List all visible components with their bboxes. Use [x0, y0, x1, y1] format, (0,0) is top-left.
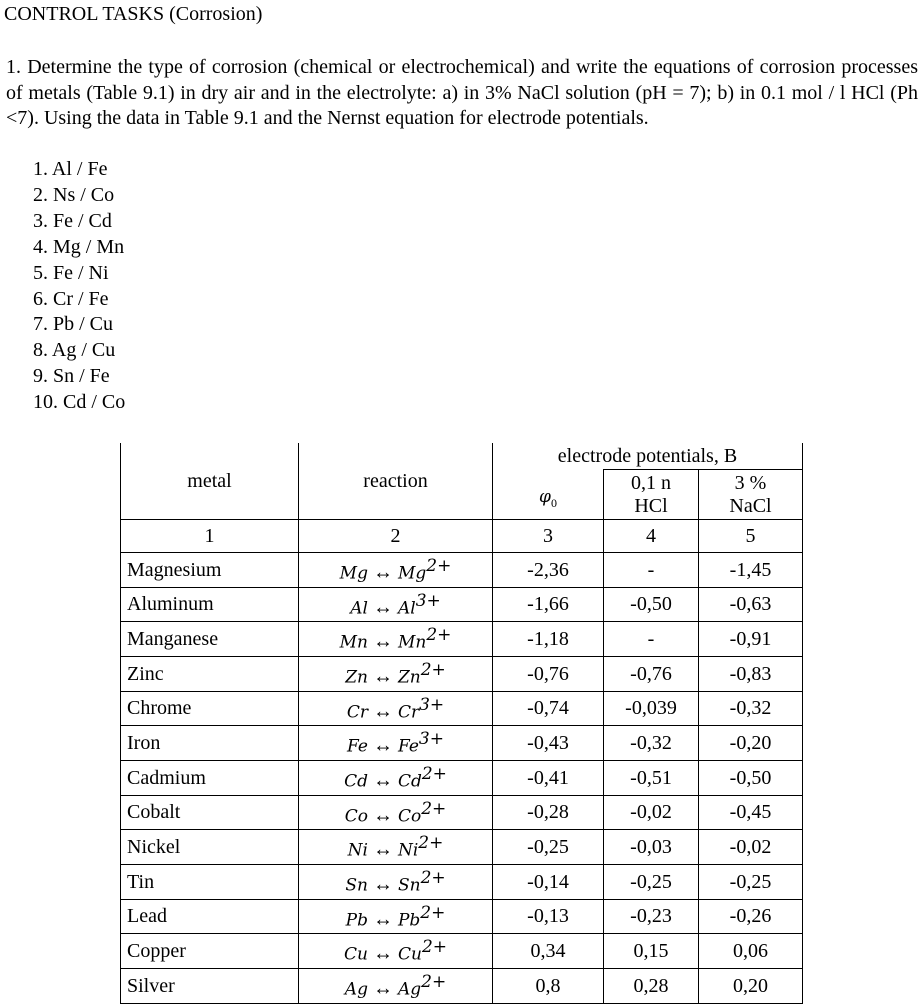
metal-pair-item: 8. Ag / Cu — [33, 339, 116, 362]
hcl-value: -0,03 — [604, 830, 699, 865]
table-row — [121, 691, 803, 726]
metal-pair-item: 4. Mg / Mn — [33, 235, 125, 258]
reaction: Ni ↔ $Ni^{2+}$ — [299, 830, 493, 865]
metal-name: Nickel — [121, 830, 299, 865]
phi0-value: -0,41 — [493, 760, 604, 795]
table-row — [121, 553, 803, 588]
phi0-value: -1,66 — [493, 587, 604, 622]
phi0-value: -0,74 — [493, 691, 604, 726]
hcl-value: -0,25 — [604, 864, 699, 899]
double-arrow-icon: ↔ — [372, 873, 393, 896]
double-arrow-icon: ↔ — [372, 942, 393, 965]
header-reaction: reaction — [299, 443, 493, 520]
double-arrow-icon: ↔ — [372, 769, 393, 792]
hcl-value: - — [604, 553, 699, 588]
double-arrow-icon: ↔ — [372, 700, 393, 723]
double-arrow-icon: ↔ — [372, 665, 393, 688]
phi0-value: -2,36 — [493, 553, 604, 588]
metal-pair-item: 3. Fe / Cd — [33, 209, 112, 232]
nacl-value: -0,50 — [699, 760, 803, 795]
hcl-value: -0,039 — [604, 691, 699, 726]
reaction: Cu ↔ $Cu^{2+}$ — [299, 934, 493, 969]
metal-name: Cadmium — [121, 760, 299, 795]
nacl-value: -0,20 — [699, 726, 803, 761]
metal-name: Iron — [121, 726, 299, 761]
reaction: Mn ↔ $Mn^{2+}$ — [299, 622, 493, 657]
nacl-value: -0,32 — [699, 691, 803, 726]
reaction: Co ↔ $Co^{2+}$ — [299, 795, 493, 830]
metal-pair-item: 6. Cr / Fe — [33, 287, 109, 310]
table-row — [121, 795, 803, 830]
hcl-value: 0,15 — [604, 934, 699, 969]
metal-name: Silver — [121, 968, 299, 1003]
task-text: 1. Determine the type of corrosion (chemical or electrochemical) and write the equations of corrosion processes of metals (Table 9.1) in dry air and in the electrolyte: a) in 3% NaCl solution (pH = 7); b) in 0.1 mol / l HCl (Ph <7). Using the data in Table 9.1 and the Nernst equation for electrode potentials. — [6, 56, 918, 129]
table-row — [121, 830, 803, 865]
reaction: Cd ↔ $Cd^{2+}$ — [299, 760, 493, 795]
reaction: Pb ↔ $Pb^{2+}$ — [299, 899, 493, 934]
hcl-value: -0,50 — [604, 587, 699, 622]
metal-pair-item: 5. Fe / Ni — [33, 261, 109, 284]
double-arrow-icon: ↔ — [372, 838, 393, 861]
reaction: Fe ↔ $Fe^{3+}$ — [299, 726, 493, 761]
header-phi0: $\varphi_0$ — [493, 470, 604, 520]
phi0-value: -0,25 — [493, 830, 604, 865]
double-arrow-icon: ↔ — [372, 561, 393, 584]
double-arrow-icon: ↔ — [372, 734, 393, 757]
electrode-potentials-table — [120, 443, 803, 1004]
metal-name: Chrome — [121, 691, 299, 726]
hcl-value: -0,76 — [604, 656, 699, 691]
table-row — [121, 760, 803, 795]
nacl-value: -0,25 — [699, 864, 803, 899]
double-arrow-icon: ↔ — [372, 804, 393, 827]
table-row — [121, 587, 803, 622]
phi0-value: -0,13 — [493, 899, 604, 934]
double-arrow-icon: ↔ — [372, 977, 393, 1000]
nacl-value: -0,45 — [699, 795, 803, 830]
hcl-value: -0,51 — [604, 760, 699, 795]
metal-pair-item: 7. Pb / Cu — [33, 313, 114, 336]
phi0-value: 0,8 — [493, 968, 604, 1003]
nacl-value: -0,63 — [699, 587, 803, 622]
double-arrow-icon: ↔ — [372, 630, 393, 653]
metal-pair-item: 9. Sn / Fe — [33, 365, 110, 388]
header-hcl: 0,1 n HCl — [604, 470, 699, 520]
nacl-value: -0,26 — [699, 899, 803, 934]
phi0-value: -0,14 — [493, 864, 604, 899]
table-row — [121, 968, 803, 1003]
double-arrow-icon: ↔ — [372, 596, 393, 619]
nacl-value: 0,06 — [699, 934, 803, 969]
metal-pair-item: 10. Cd / Co — [33, 391, 126, 414]
metal-name: Lead — [121, 899, 299, 934]
metal-name: Aluminum — [121, 587, 299, 622]
metal-pair-item: 2. Ns / Co — [33, 183, 115, 206]
metal-pair-item: 1. Al / Fe — [33, 158, 108, 180]
header-nacl: 3 % NaCl — [699, 470, 803, 520]
reaction: Al ↔ $Al^{3+}$ — [299, 587, 493, 622]
nacl-value: -0,83 — [699, 656, 803, 691]
metal-name: Copper — [121, 934, 299, 969]
nacl-value: 0,20 — [699, 968, 803, 1003]
reaction: Mg ↔ $Mg^{2+}$ — [299, 553, 493, 588]
nacl-value: -1,45 — [699, 553, 803, 588]
reaction: Cr ↔ $Cr^{3+}$ — [299, 691, 493, 726]
metal-name: Manganese — [121, 622, 299, 657]
phi0-value: -0,76 — [493, 656, 604, 691]
metal-pairs-list — [33, 157, 125, 416]
phi0-value: -0,28 — [493, 795, 604, 830]
double-arrow-icon: ↔ — [372, 908, 393, 931]
phi0-value: 0,34 — [493, 934, 604, 969]
reaction: Ag ↔ $Ag^{2+}$ — [299, 968, 493, 1003]
table-row — [121, 726, 803, 761]
phi0-value: -0,43 — [493, 726, 604, 761]
header-potentials: electrode potentials, B — [493, 443, 803, 470]
table-row — [121, 656, 803, 691]
phi0-value: -1,18 — [493, 622, 604, 657]
metal-name: Zinc — [121, 656, 299, 691]
hcl-value: -0,32 — [604, 726, 699, 761]
nacl-value: -0,91 — [699, 622, 803, 657]
metal-name: Cobalt — [121, 795, 299, 830]
table-row — [121, 864, 803, 899]
table-row — [121, 899, 803, 934]
table-row — [121, 622, 803, 657]
reaction: Sn ↔ $Sn^{2+}$ — [299, 864, 493, 899]
nacl-value: -0,02 — [699, 830, 803, 865]
hcl-value: -0,02 — [604, 795, 699, 830]
header-metal: metal — [121, 443, 299, 520]
page-title: CONTROL TASKS (Corrosion) — [4, 3, 263, 25]
hcl-value: -0,23 — [604, 899, 699, 934]
metal-name: Tin — [121, 864, 299, 899]
hcl-value: - — [604, 622, 699, 657]
column-numbers-row: 1 2 3 4 5 — [121, 520, 803, 553]
metal-name: Magnesium — [121, 553, 299, 588]
hcl-value: 0,28 — [604, 968, 699, 1003]
reaction: Zn ↔ $Zn^{2+}$ — [299, 656, 493, 691]
